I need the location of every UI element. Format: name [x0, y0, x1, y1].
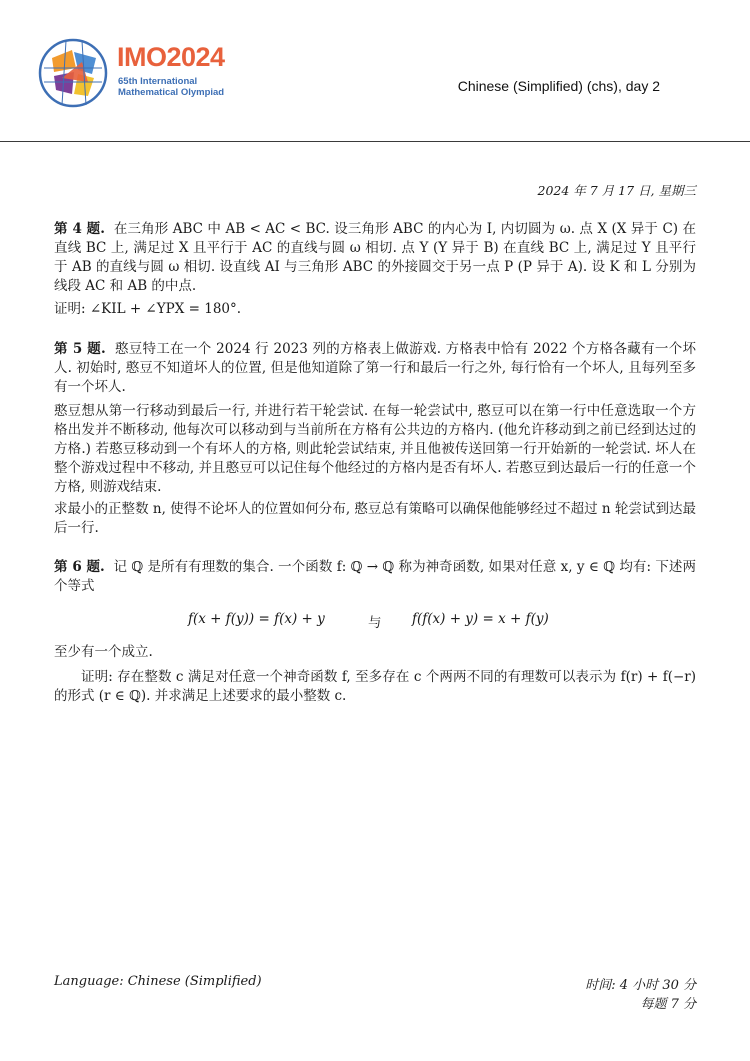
footer-language: Language: Chinese (Simplified) — [54, 974, 262, 989]
problem-6 — [54, 558, 696, 596]
problem-6-text-3: 证明: 存在整数 c 满足对任意一个神奇函数 f, 至多存在 c 个两两不同的有理数可以表示为 f(r) + f(−r) 的形式 (r ∈ ℚ). 并求满足上述要求的最小整数 c. — [54, 669, 696, 704]
problem-4-text: 在三角形 ABC 中 AB < AC < BC. 设三角形 ABC 的内心为 I, 内切圆为 ω. 点 X (X 异于 C) 在直线 BC 上, 满足过 X 且平行于 AC 的直线与圆 ω 相切. 点 Y (Y 异于 B) 在直线 BC 上, 满足过 Y 且平行于 AB 的直线与圆 ω 相切. 设直线 AI 与三角形 ABC 的外接圆交于另一点 P (P 异于 A). 设 K 和 L 分别为线段 AC 和 AB 的中点. — [54, 221, 696, 294]
problem-5-text-1: 憨豆特工在一个 2024 行 2023 列的方格表上做游戏. 方格表中恰有 2022 个方格各藏有一个坏人. 初始时, 憨豆不知道坏人的位置, 但是他知道除了第一行和最后一行之外, 每行恰有一个坏人, 且每列至多有一个坏人. — [54, 341, 696, 395]
problem-4-label: 第 4 题. — [54, 221, 105, 237]
problem-5-text-3: 求最小的正整数 n, 使得不论坏人的位置如何分布, 憨豆总有策略可以确保他能够经过不超过 n 轮尝试到达最后一行. — [54, 501, 696, 536]
logo-subtitle-line2: Mathematical Olympiad — [118, 87, 225, 98]
problem-4-prove: 证明: ∠KIL + ∠YPX = 180°. — [54, 301, 242, 317]
equation-1: f(x + f(y)) = f(x) + y — [188, 611, 325, 627]
language-day-label: Chinese (Simplified) (chs), day 2 — [457, 78, 660, 94]
problem-5-label: 第 5 题. — [54, 341, 106, 357]
problem-5 — [54, 340, 696, 397]
problem-5-text-2: 憨豆想从第一行移动到最后一行, 并进行若干轮尝试. 在每一轮尝试中, 憨豆可以在第一行中任意选取一个方格出发并不断移动, 他每次可以移动到与当前所在方格有公共边的方格内. (他允许移动到之前已经到达过的方格.) 若憨豆移动到一个有坏人的方格, 则此轮尝试结束, 并且他被传送回第一行开始新的一轮尝试. 坏人在整个游戏过程中不移动, 并且憨豆可以记住每个他经过的方格内是否有坏人. 若憨豆到达最后一行的任意一个方格, 则游戏结束. — [54, 403, 696, 495]
header-divider — [0, 141, 750, 142]
problem-4 — [54, 220, 696, 296]
logo-title: IMO2024 — [117, 42, 225, 72]
imo-globe-logo-icon — [38, 38, 108, 108]
exam-date: 2024 年 7 月 17 日, 星期三 — [537, 183, 696, 198]
footer-time: 时间: 4 小时 30 分 — [585, 978, 696, 993]
equation-connector: 与 — [368, 615, 382, 631]
problem-6-label: 第 6 题. — [54, 559, 105, 575]
logo-subtitle-line1: 65th International — [118, 76, 198, 87]
problem-6-text-1: 记 ℚ 是所有有理数的集合. 一个函数 f: ℚ → ℚ 称为神奇函数, 如果对任意 x, y ∈ ℚ 均有: 下述两个等式 — [54, 559, 696, 594]
equation-2: f(f(x) + y) = x + f(y) — [412, 611, 549, 627]
footer-points: 每题 7 分 — [640, 997, 696, 1012]
problem-6-text-2: 至少有一个成立. — [54, 644, 153, 660]
